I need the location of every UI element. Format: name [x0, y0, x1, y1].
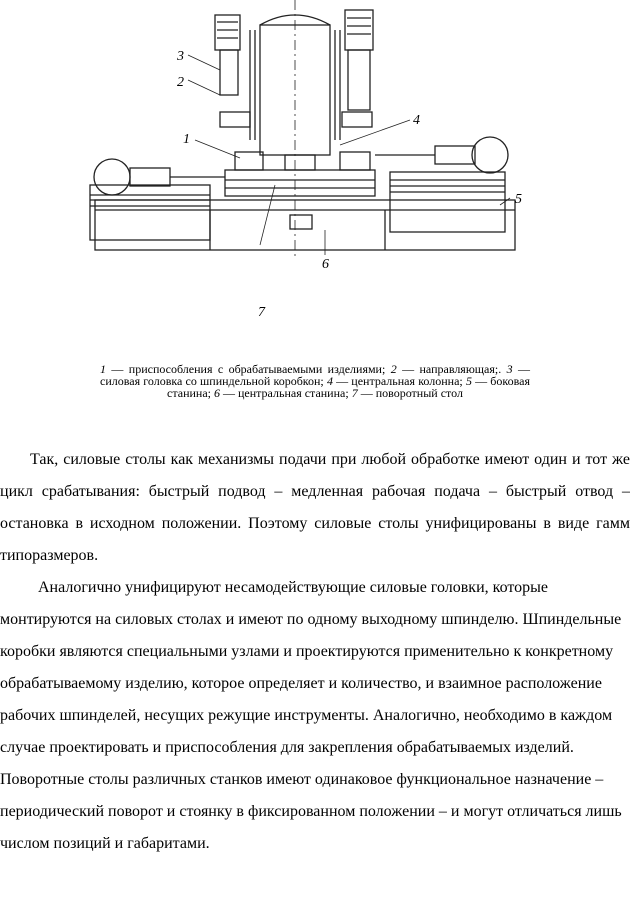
machine-drawing — [80, 0, 530, 330]
right-horizontal-motor — [472, 137, 508, 173]
label-6: 6 — [322, 257, 329, 272]
figure-caption — [100, 363, 530, 399]
caption-text: — поворотный стол — [357, 386, 463, 400]
fixture-right — [340, 152, 370, 170]
label-7: 7 — [258, 305, 265, 320]
caption-number: 6 — [214, 386, 220, 400]
caption-text: — боковая станина; — [167, 374, 530, 400]
body-paragraph-1: Так, силовые столы как механизмы подачи при любой обработке имеют один и тот же цикл срабатывания: быстрый подвод – медленная рабочая подача – быстрый отвод – остановка в исходном положении. Поэтому силовые столы унифицированы в виде гамм типоразмеров. — [0, 451, 630, 564]
left-head — [220, 50, 238, 95]
fixture-left — [235, 152, 263, 170]
caption-text: — силовая головка со шпиндельной коробкон; — [100, 362, 530, 388]
base-bed — [95, 200, 515, 250]
caption-number: 5 — [465, 374, 472, 388]
caption-text: — приспособления с обрабатываемыми изделиями; — [106, 362, 391, 376]
machine-figure — [80, 0, 530, 330]
fixture-center — [285, 155, 315, 170]
caption-text: — центральная колонна; — [332, 374, 466, 388]
right-spindle-box — [342, 112, 372, 127]
bed-window — [290, 215, 312, 229]
right-side-bed — [390, 172, 505, 232]
label-4: 4 — [413, 113, 420, 128]
caption-text: — направляющая;. — [396, 362, 507, 376]
left-spindle-box — [220, 112, 250, 127]
caption-number: 1 — [100, 362, 106, 376]
caption-number: 4 — [326, 374, 333, 388]
left-motor — [215, 15, 240, 50]
left-horizontal-motor — [94, 159, 130, 195]
right-head — [348, 50, 370, 110]
caption-number: 3 — [506, 362, 513, 376]
caption-number: 2 — [390, 362, 397, 376]
right-motor — [345, 10, 373, 50]
left-side-bed — [90, 185, 210, 240]
label-5: 5 — [515, 192, 522, 207]
caption-text: — центральная станина; — [220, 386, 352, 400]
caption-number: 7 — [351, 386, 358, 400]
label-1: 1 — [183, 132, 190, 147]
label-2: 2 — [177, 75, 184, 90]
label-3: 3 — [177, 49, 184, 64]
rotary-table — [225, 170, 375, 196]
body-paragraph-2: Аналогично унифицируют несамодействующие силовые головки, которые монтируются на силовых столах и имеют по одному выходному шпинделю. Шпиндельные коробки являются специальными узлами и проектируются применительно к конкретному обрабатываемому изделию, которое определяет и количество, и взаимное расположение рабочих шпинделей, несущих режущие инструменты. Аналогично, необходимо в каждом случае проектировать и приспособления для закрепления обрабатываемых изделий. Поворотные столы различных станков имеют одинаковое функциональное назначение – периодический поворот и стоянку в фиксированном положении – и могут отличаться лишь числом позиций и габаритами. — [0, 579, 622, 852]
